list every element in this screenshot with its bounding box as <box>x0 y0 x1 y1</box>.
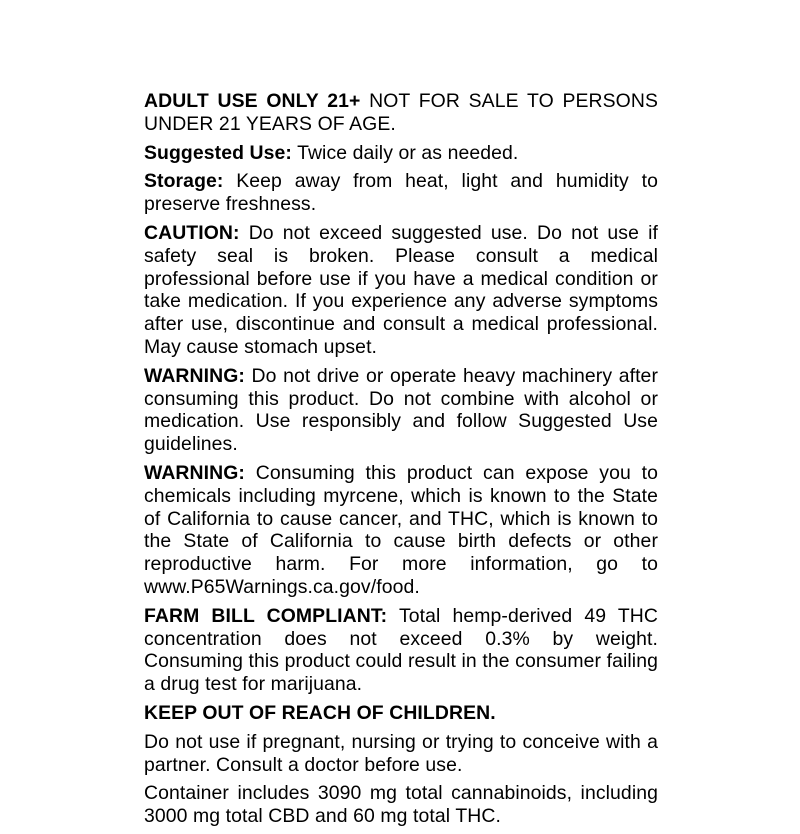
warning-machinery-text: Do not drive or operate heavy machinery after consuming this product. Do not combine with alcohol or medication. Use responsibly and follow Suggested Use guidelines. <box>144 364 658 456</box>
warning-prop65-lead: WARNING: <box>144 461 245 484</box>
suggested-use-lead: Suggested Use: <box>144 141 292 164</box>
caution-lead: CAUTION: <box>144 221 240 244</box>
warning-machinery-paragraph <box>144 365 658 456</box>
adult-use-warning-text: NOT FOR SALE TO PERSONS UNDER 21 YEARS OF AGE. <box>144 90 658 135</box>
pregnancy-warning-paragraph <box>144 731 658 777</box>
suggested-use-paragraph <box>144 142 658 165</box>
warning-machinery-lead: WARNING: <box>144 364 245 387</box>
warning-prop65-text: Consuming this product can expose you to chemicals including myrcene, which is known to the State of California to cause cancer, and THC, which is known to the State of California to cause birth defects or other reproductive harm. For more information, go to www.P65Warnings.ca.gov/food. <box>144 461 658 598</box>
caution-paragraph <box>144 222 658 359</box>
warning-prop65-paragraph <box>144 462 658 599</box>
pregnancy-warning-text: Do not use if pregnant, nursing or trying to conceive with a partner. Consult a doctor before use. <box>144 730 658 776</box>
product-warning-label <box>144 90 658 834</box>
cannabinoid-content-paragraph <box>144 782 658 828</box>
storage-text: Keep away from heat, light and humidity to preserve freshness. <box>144 170 658 216</box>
suggested-use-text: Twice daily or as needed. <box>291 141 519 164</box>
keep-out-of-reach-paragraph <box>144 702 658 725</box>
keep-out-of-reach-lead: KEEP OUT OF REACH OF CHILDREN. <box>144 701 496 724</box>
farm-bill-paragraph <box>144 605 658 696</box>
adult-use-warning-paragraph <box>144 90 658 136</box>
storage-lead: Storage: <box>144 170 224 193</box>
adult-use-warning-lead: ADULT USE ONLY 21+ <box>144 90 361 112</box>
storage-paragraph <box>144 170 658 216</box>
caution-text: Do not exceed suggested use. Do not use if safety seal is broken. Please consult a medical professional before use if you have a medical condition or take medication. If you experience any adverse symptoms after use, discontinue and consult a medical professional. May cause stomach upset. <box>144 221 658 358</box>
farm-bill-lead: FARM BILL COMPLIANT: <box>144 604 388 627</box>
cannabinoid-content-text: Container includes 3090 mg total cannabinoids, including 3000 mg total CBD and 60 mg total THC. <box>144 782 658 828</box>
farm-bill-text: Total hemp-derived 49 THC concentration does not exceed 0.3% by weight. Consuming this product could result in the consumer failing a drug test for marijuana. <box>144 604 658 696</box>
